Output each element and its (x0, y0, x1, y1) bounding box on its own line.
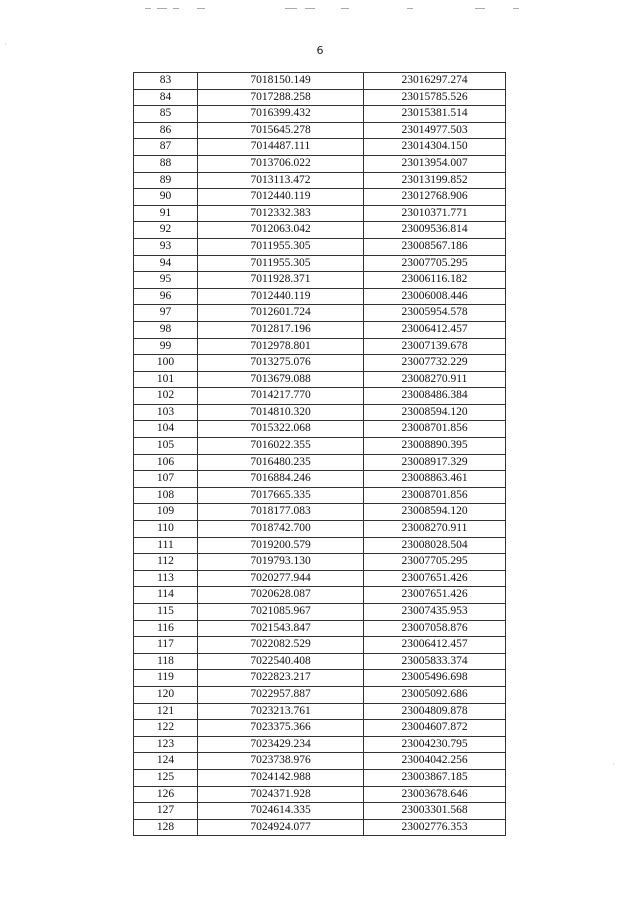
margin-mark: · (612, 760, 615, 770)
y-coordinate-cell: 23007705.295 (364, 255, 506, 272)
x-coordinate-cell: 7023429.234 (198, 736, 364, 753)
point-number-cell: 111 (134, 537, 198, 554)
table-row (134, 222, 506, 239)
y-coordinate-cell: 23006412.457 (364, 637, 506, 654)
table-row (134, 703, 506, 720)
y-coordinate-cell: 23007139.678 (364, 338, 506, 355)
table-row (134, 388, 506, 405)
table-row (134, 471, 506, 488)
point-number-cell: 90 (134, 189, 198, 206)
x-coordinate-cell: 7022082.529 (198, 637, 364, 654)
table-row (134, 686, 506, 703)
point-number-cell: 96 (134, 288, 198, 305)
x-coordinate-cell: 7012332.383 (198, 205, 364, 222)
table-row (134, 769, 506, 786)
table-row (134, 189, 506, 206)
x-coordinate-cell: 7016399.432 (198, 106, 364, 123)
table-row (134, 272, 506, 289)
y-coordinate-cell: 23010371.771 (364, 205, 506, 222)
table-row (134, 355, 506, 372)
point-number-cell: 91 (134, 205, 198, 222)
y-coordinate-cell: 23004230.795 (364, 736, 506, 753)
point-number-cell: 103 (134, 404, 198, 421)
y-coordinate-cell: 23008270.911 (364, 371, 506, 388)
table-row (134, 554, 506, 571)
point-number-cell: 102 (134, 388, 198, 405)
x-coordinate-cell: 7015322.068 (198, 421, 364, 438)
x-coordinate-cell: 7018177.083 (198, 504, 364, 521)
table-row (134, 438, 506, 455)
table-row (134, 587, 506, 604)
x-coordinate-cell: 7016884.246 (198, 471, 364, 488)
y-coordinate-cell: 23005496.698 (364, 670, 506, 687)
point-number-cell: 109 (134, 504, 198, 521)
table-row (134, 305, 506, 322)
table-row (134, 653, 506, 670)
x-coordinate-cell: 7022957.887 (198, 686, 364, 703)
y-coordinate-cell: 23008917.329 (364, 454, 506, 471)
x-coordinate-cell: 7021085.967 (198, 604, 364, 621)
x-coordinate-cell: 7022540.408 (198, 653, 364, 670)
x-coordinate-cell: 7024142.988 (198, 769, 364, 786)
x-coordinate-cell: 7012440.119 (198, 189, 364, 206)
page-number: 6 (316, 44, 324, 57)
table-row (134, 753, 506, 770)
y-coordinate-cell: 23005954.578 (364, 305, 506, 322)
y-coordinate-cell: 23014977.503 (364, 122, 506, 139)
x-coordinate-cell: 7011928.371 (198, 272, 364, 289)
point-number-cell: 108 (134, 487, 198, 504)
point-number-cell: 112 (134, 554, 198, 571)
x-coordinate-cell: 7011955.305 (198, 238, 364, 255)
x-coordinate-cell: 7018742.700 (198, 521, 364, 538)
point-number-cell: 105 (134, 438, 198, 455)
point-number-cell: 94 (134, 255, 198, 272)
y-coordinate-cell: 23008701.856 (364, 487, 506, 504)
point-number-cell: 119 (134, 670, 198, 687)
point-number-cell: 123 (134, 736, 198, 753)
point-number-cell: 114 (134, 587, 198, 604)
point-number-cell: 128 (134, 819, 198, 836)
x-coordinate-cell: 7020628.087 (198, 587, 364, 604)
point-number-cell: 98 (134, 321, 198, 338)
scan-artifacts (145, 8, 525, 12)
y-coordinate-cell: 23008890.395 (364, 438, 506, 455)
point-number-cell: 126 (134, 786, 198, 803)
x-coordinate-cell: 7014810.320 (198, 404, 364, 421)
y-coordinate-cell: 23015381.514 (364, 106, 506, 123)
table-row (134, 803, 506, 820)
table-row (134, 786, 506, 803)
y-coordinate-cell: 23008701.856 (364, 421, 506, 438)
y-coordinate-cell: 23008028.504 (364, 537, 506, 554)
point-number-cell: 127 (134, 803, 198, 820)
x-coordinate-cell: 7014487.111 (198, 139, 364, 156)
table-row (134, 537, 506, 554)
y-coordinate-cell: 23008486.384 (364, 388, 506, 405)
table-row (134, 139, 506, 156)
table-row (134, 155, 506, 172)
margin-mark: · (4, 40, 7, 50)
table-row (134, 487, 506, 504)
coordinates-table-body (134, 73, 506, 836)
x-coordinate-cell: 7013275.076 (198, 355, 364, 372)
point-number-cell: 116 (134, 620, 198, 637)
y-coordinate-cell: 23008567.186 (364, 238, 506, 255)
table-row (134, 720, 506, 737)
point-number-cell: 95 (134, 272, 198, 289)
y-coordinate-cell: 23005833.374 (364, 653, 506, 670)
point-number-cell: 87 (134, 139, 198, 156)
y-coordinate-cell: 23008594.120 (364, 504, 506, 521)
y-coordinate-cell: 23014304.150 (364, 139, 506, 156)
table-row (134, 371, 506, 388)
x-coordinate-cell: 7018150.149 (198, 73, 364, 90)
y-coordinate-cell: 23007435.953 (364, 604, 506, 621)
table-row (134, 819, 506, 836)
point-number-cell: 85 (134, 106, 198, 123)
table-row (134, 89, 506, 106)
table-row (134, 321, 506, 338)
x-coordinate-cell: 7013679.088 (198, 371, 364, 388)
y-coordinate-cell: 23006008.446 (364, 288, 506, 305)
table-row (134, 106, 506, 123)
x-coordinate-cell: 7013706.022 (198, 155, 364, 172)
y-coordinate-cell: 23007058.876 (364, 620, 506, 637)
x-coordinate-cell: 7012063.042 (198, 222, 364, 239)
table-row (134, 172, 506, 189)
point-number-cell: 88 (134, 155, 198, 172)
point-number-cell: 113 (134, 570, 198, 587)
y-coordinate-cell: 23004042.256 (364, 753, 506, 770)
point-number-cell: 106 (134, 454, 198, 471)
x-coordinate-cell: 7019793.130 (198, 554, 364, 571)
x-coordinate-cell: 7017288.258 (198, 89, 364, 106)
y-coordinate-cell: 23007651.426 (364, 587, 506, 604)
point-number-cell: 115 (134, 604, 198, 621)
y-coordinate-cell: 23007732.229 (364, 355, 506, 372)
table-row (134, 504, 506, 521)
y-coordinate-cell: 23007705.295 (364, 554, 506, 571)
x-coordinate-cell: 7012978.801 (198, 338, 364, 355)
y-coordinate-cell: 23006116.182 (364, 272, 506, 289)
point-number-cell: 121 (134, 703, 198, 720)
table-row (134, 238, 506, 255)
x-coordinate-cell: 7023375.366 (198, 720, 364, 737)
table-row (134, 521, 506, 538)
y-coordinate-cell: 23004607.872 (364, 720, 506, 737)
point-number-cell: 120 (134, 686, 198, 703)
y-coordinate-cell: 23008594.120 (364, 404, 506, 421)
table-row (134, 288, 506, 305)
table-row (134, 670, 506, 687)
y-coordinate-cell: 23012768.906 (364, 189, 506, 206)
y-coordinate-cell: 23003867.185 (364, 769, 506, 786)
table-row (134, 338, 506, 355)
y-coordinate-cell: 23002776.353 (364, 819, 506, 836)
x-coordinate-cell: 7017665.335 (198, 487, 364, 504)
point-number-cell: 124 (134, 753, 198, 770)
point-number-cell: 92 (134, 222, 198, 239)
y-coordinate-cell: 23013954.007 (364, 155, 506, 172)
table-row (134, 454, 506, 471)
y-coordinate-cell: 23007651.426 (364, 570, 506, 587)
y-coordinate-cell: 23016297.274 (364, 73, 506, 90)
x-coordinate-cell: 7012817.196 (198, 321, 364, 338)
x-coordinate-cell: 7023738.976 (198, 753, 364, 770)
point-number-cell: 104 (134, 421, 198, 438)
x-coordinate-cell: 7015645.278 (198, 122, 364, 139)
x-coordinate-cell: 7019200.579 (198, 537, 364, 554)
table-row (134, 122, 506, 139)
point-number-cell: 101 (134, 371, 198, 388)
point-number-cell: 93 (134, 238, 198, 255)
point-number-cell: 107 (134, 471, 198, 488)
point-number-cell: 117 (134, 637, 198, 654)
x-coordinate-cell: 7013113.472 (198, 172, 364, 189)
point-number-cell: 84 (134, 89, 198, 106)
x-coordinate-cell: 7016480.235 (198, 454, 364, 471)
x-coordinate-cell: 7014217.770 (198, 388, 364, 405)
point-number-cell: 118 (134, 653, 198, 670)
x-coordinate-cell: 7024614.335 (198, 803, 364, 820)
point-number-cell: 99 (134, 338, 198, 355)
table-row (134, 604, 506, 621)
x-coordinate-cell: 7011955.305 (198, 255, 364, 272)
y-coordinate-cell: 23005092.686 (364, 686, 506, 703)
x-coordinate-cell: 7016022.355 (198, 438, 364, 455)
point-number-cell: 122 (134, 720, 198, 737)
x-coordinate-cell: 7021543.847 (198, 620, 364, 637)
coordinates-table (133, 72, 506, 836)
point-number-cell: 100 (134, 355, 198, 372)
y-coordinate-cell: 23009536.814 (364, 222, 506, 239)
y-coordinate-cell: 23008270.911 (364, 521, 506, 538)
x-coordinate-cell: 7024371.928 (198, 786, 364, 803)
x-coordinate-cell: 7020277.944 (198, 570, 364, 587)
y-coordinate-cell: 23003301.568 (364, 803, 506, 820)
table-row (134, 73, 506, 90)
table-row (134, 637, 506, 654)
table-row (134, 570, 506, 587)
table-row (134, 421, 506, 438)
table-row (134, 404, 506, 421)
table-row (134, 736, 506, 753)
point-number-cell: 110 (134, 521, 198, 538)
table-row (134, 255, 506, 272)
point-number-cell: 83 (134, 73, 198, 90)
x-coordinate-cell: 7022823.217 (198, 670, 364, 687)
point-number-cell: 97 (134, 305, 198, 322)
y-coordinate-cell: 23013199.852 (364, 172, 506, 189)
y-coordinate-cell: 23006412.457 (364, 321, 506, 338)
table-row (134, 205, 506, 222)
x-coordinate-cell: 7012601.724 (198, 305, 364, 322)
point-number-cell: 125 (134, 769, 198, 786)
x-coordinate-cell: 7024924.077 (198, 819, 364, 836)
x-coordinate-cell: 7023213.761 (198, 703, 364, 720)
table-row (134, 620, 506, 637)
y-coordinate-cell: 23003678.646 (364, 786, 506, 803)
y-coordinate-cell: 23004809.878 (364, 703, 506, 720)
point-number-cell: 89 (134, 172, 198, 189)
point-number-cell: 86 (134, 122, 198, 139)
y-coordinate-cell: 23008863.461 (364, 471, 506, 488)
x-coordinate-cell: 7012440.119 (198, 288, 364, 305)
y-coordinate-cell: 23015785.526 (364, 89, 506, 106)
